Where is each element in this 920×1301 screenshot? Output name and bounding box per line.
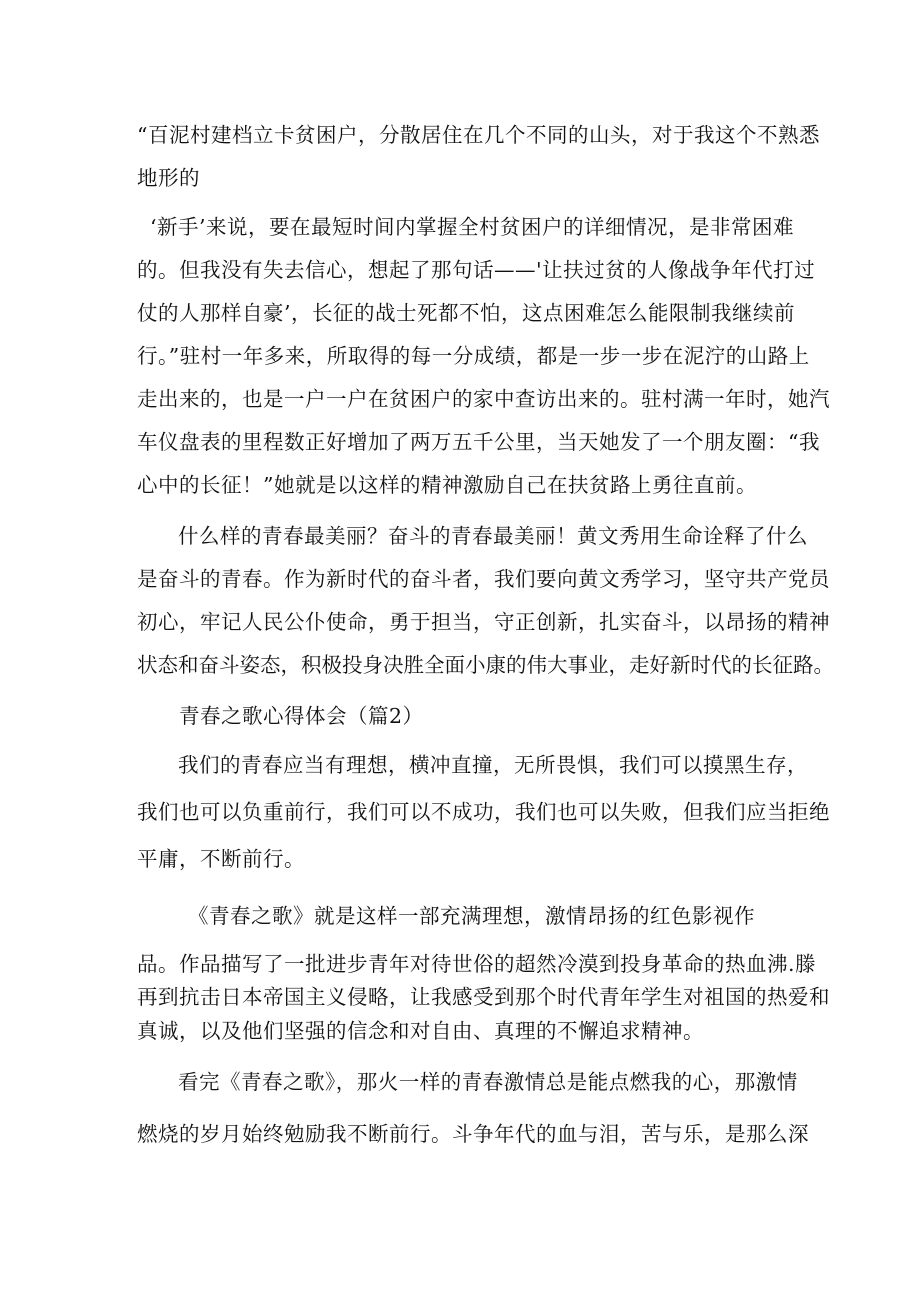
text-line: 品。作品描写了一批进步青年对待世俗的超然冷漠到投身革命的热血沸.滕 (137, 952, 817, 976)
text-line: 我们的青春应当有理想，横冲直撞，无所畏惧，我们可以摸黑生存， (178, 753, 808, 777)
text-line: 仗的人那样自豪’，长征的战士死都不怕，这点困难怎么能限制我继续前 (137, 301, 796, 325)
text-line: 什么样的青春最美丽？奋斗的青春最美丽！黄文秀用生命诠释了什么 (178, 524, 808, 548)
text-line: 走出来的，也是一户一户在贫困户的家中查访出来的。驻村满一年时，她汽 (137, 387, 830, 411)
text-line: 《青春之歌》就是这样一部充满理想，激情昂扬的红色影视作 (188, 904, 755, 928)
text-line: 的。但我没有失去信心，想起了那句话——'让扶过贫的人像战争年代打过 (137, 258, 816, 282)
text-line: “百泥村建档立卡贫困户，分散居住在几个不同的山头，对于我这个不熟悉 (137, 123, 820, 147)
text-line: 看完《青春之歌》，那火一样的青春激情总是能点燃我的心，那激情 (178, 1070, 798, 1094)
text-line: 地形的 (137, 166, 200, 190)
text-line: 是奋斗的青春。作为新时代的奋斗者，我们要向黄文秀学习，坚守共产党员 (137, 567, 830, 591)
text-line: 真诚，以及他们坚强的信念和对自由、真理的不懈追求精神。 (137, 1019, 704, 1043)
text-line: 心中的长征！”她就是以这样的精神激励自己在扶贫路上勇往直前。 (137, 473, 757, 497)
text-line: 燃烧的岁月始终勉励我不断前行。斗争年代的血与泪，苦与乐，是那么深 (137, 1122, 809, 1146)
text-line: 平庸，不断前行。 (137, 847, 305, 871)
text-line: 初心，牢记人民公仆使命，勇于担当，守正创新，扎实奋斗，以昂扬的精神 (137, 610, 830, 634)
text-line: ‘新手’来说，要在最短时间内掌握全村贫困户的详细情况，是非常困难 (150, 215, 795, 239)
text-line: 车仪盘表的里程数正好增加了两万五千公里，当天她发了一个朋友圈：“我 (137, 430, 820, 454)
text-line: 行。”驻村一年多来，所取得的每一分成绩，都是一步一步在泥泞的山路上 (137, 344, 810, 368)
text-line: 再到抗击日本帝国主义侵略，让我感受到那个时代青年学生对祖国的热爱和 (137, 985, 830, 1009)
section-heading: 青春之歌心得体会（篇2） (179, 704, 424, 728)
text-line: 我们也可以负重前行，我们可以不成功，我们也可以失败，但我们应当拒绝 (137, 800, 830, 824)
text-line: 状态和奋斗姿态，积极投身决胜全面小康的伟大事业，走好新时代的长征路。 (137, 653, 834, 677)
